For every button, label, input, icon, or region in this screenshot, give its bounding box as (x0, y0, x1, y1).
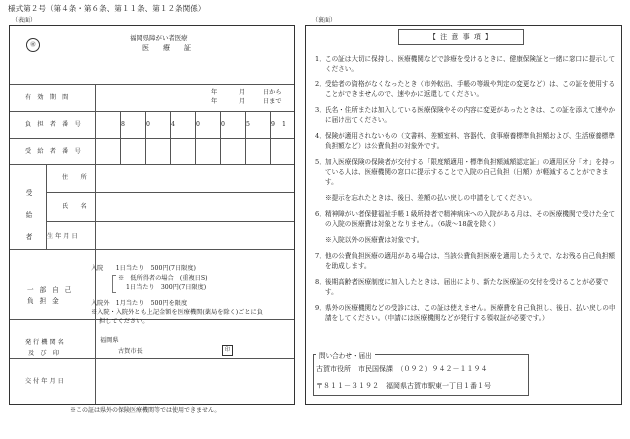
notice-item: 9． 県外の医療機関などの受診には、この証は使えません。医療費を自己負担し、後日、払い戻しの申請をしてください。（申請には医療機関などが発行する領収証が必要です。） (315, 304, 616, 322)
address-label: 住 所 (62, 174, 87, 181)
notice-item: 1． この証は大切に保持し、医療機関などで診療を受けるときに、健康保険証と一緒に窓口に提示してください。 (315, 55, 616, 73)
payer-digit-7: 9 (271, 121, 275, 128)
outpatient-line-2: ※入院・入院外とも上記金額を医療機関(薬局を除く)ごとに負 (91, 309, 263, 316)
issuer-line: 福岡県障がい者医療 (130, 34, 188, 42)
issuer-label-2: 及 び 印 (28, 350, 59, 357)
contact-address: 〒８１１－３１９２ 福岡県古賀市駅東一丁目１番１号 (316, 382, 491, 390)
recipient-number-label: 受 給 者 番 号 (25, 148, 81, 155)
outpatient-line-3: 担してください。 (99, 318, 149, 325)
notice-item: 8． 後期高齢者医療制度に加入したときは、届出により、新たな医療証の交付を受けることが必要です。 (315, 278, 609, 296)
issuer-prefecture: 福岡県 (100, 337, 119, 344)
payer-digit-3: 4 (171, 121, 175, 128)
inpatient-line-2: ※ 低所得者の場合 (重複日S) (118, 275, 208, 282)
back-side-label: （裏面） (312, 17, 337, 24)
payer-digit-1: 8 (121, 121, 125, 128)
payer-number-label: 負 担 者 番 号 (25, 121, 81, 128)
card-title: 医 療 証 (142, 44, 191, 52)
form-number: 様式第２号（第４条・第６条、第１１条、第１２条関係） (8, 4, 206, 13)
issuer-label: 発 行 機 関 名 (25, 339, 64, 346)
issue-date-label: 交 付 年 月 日 (25, 378, 64, 385)
recipient-group-label: 受給者 (25, 189, 33, 241)
notice-note: ※提示を忘れたときは、後日、差額の払い戻しの申請をしてください。 (325, 194, 536, 202)
validity-until-text: 日まで (263, 98, 282, 105)
notice-item: 6． 精神障がい者保健福祉手帳１級所持者で精神病床への入院がある月は、その医療機関で受けた全ての入院の医療費は対象となりません。（6歳～18歳を除く） (315, 210, 616, 228)
birth-date-label: 生 年 月 日 (47, 233, 78, 240)
payer-digit-4: 0 (196, 121, 200, 128)
name-label: 氏 名 (62, 203, 87, 210)
contact-office: 古賀市役所 市民国保課 （０９２）９４２－１１９４ (316, 365, 488, 373)
notice-item: 2． 受給者の資格がなくなったとき（市外転出、手帳の等級や判定の変更など）は、この証を使用することができませんので、速やかに返還してください。 (315, 80, 616, 98)
confidential-seal-icon: ㊙ (26, 38, 40, 52)
payer-digit-5: 0 (221, 121, 225, 128)
validity-until-month: 月 (239, 98, 246, 105)
front-side-label: （表面） (12, 17, 37, 24)
validity-from-text: 日から (263, 89, 282, 96)
validity-until-year: 年 (211, 98, 218, 105)
copay-label: 一部自己負担金 (27, 286, 78, 305)
front-footnote: ※この証は県外の保険医療機関等では使用できません。 (70, 407, 221, 414)
notice-item: 7． 他の公費負担医療の適用がある場合は、当該公費負担医療を適用したうえで、なお残る自己負担額を助成します。 (315, 252, 615, 270)
validity-label: 有 効 期 間 (25, 94, 69, 101)
outpatient-line-1: 入院外 1月当たり 500円を限度 (91, 300, 188, 307)
issuer-mayor: 古賀市長 (118, 348, 143, 355)
notice-note: ※入院以外の医療費は対象です。 (325, 236, 424, 244)
contact-heading: 問い合わせ・届出 (316, 350, 375, 360)
payer-digit-2: 0 (146, 121, 150, 128)
payer-digit-8: 1 (282, 121, 286, 128)
notice-title: 【 注 意 事 項 】 (398, 29, 524, 45)
payer-digit-6: 5 (246, 121, 250, 128)
validity-from-year: 年 (211, 89, 218, 96)
inpatient-line-1: 入院 1日当たり 500円(7日限度) (91, 265, 196, 272)
notice-item: 4． 保険が適用されないもの（文書料、差額室料、容器代、食事療養標準負担額および、生活療養標準負担額など）は公費負担の対象外です。 (315, 132, 615, 150)
inpatient-line-3: 1日当たり 300円(7日限度) (126, 284, 207, 291)
notice-item: 5． 加入医療保険の保険者が交付する「限度額適用・標準負担額減額認定証」の適用区分「オ」を持っている人は、医療機関の窓口に提示することで入院の自己負担（日額）が軽減することができます。 (315, 158, 616, 186)
notice-item: 3． 氏名・住所または加入している医療保険やその内容に変更があったときは、この証を添えて速やかに届け出てください。 (315, 106, 616, 124)
validity-from-month: 月 (239, 89, 246, 96)
official-stamp-icon: 印 (222, 345, 233, 356)
inpatient-brace (112, 275, 116, 293)
front-card (9, 25, 295, 405)
